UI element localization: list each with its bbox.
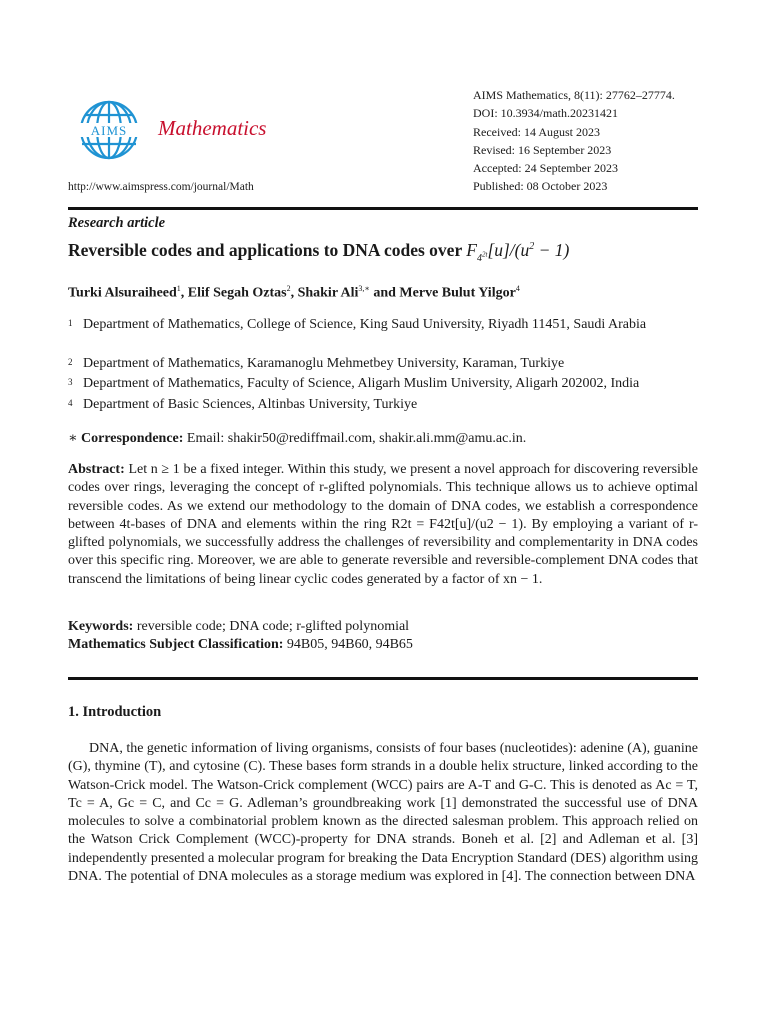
- section-heading: 1. Introduction: [68, 704, 162, 720]
- abstract-label: Abstract:: [68, 462, 125, 477]
- keywords-text: reversible code; DNA code; r-glifted polynomial: [136, 619, 410, 634]
- author-sup: 4: [515, 284, 520, 293]
- author-name: Merve Bulut Yilgor: [399, 285, 516, 301]
- journal-name: Mathematics: [158, 116, 267, 140]
- meta-received: Received: 14 August 2023: [473, 124, 600, 139]
- title-math: $F_{4^{2t}}[u]/(u^2 - 1)$: [466, 240, 570, 264]
- correspondence: [68, 430, 526, 447]
- author-sup: 1: [176, 284, 181, 293]
- msc-text: 94B05, 94B60, 94B65: [286, 637, 413, 653]
- article-type: Research article: [68, 215, 166, 231]
- aims-logo: [77, 98, 141, 162]
- affiliation-text: Department of Basic Sciences, Altinbas University, Turkiye: [83, 397, 418, 412]
- affiliation-text: Department of Mathematics, Faculty of Science, Aligarh Muslim University, Aligarh 202002, India: [83, 376, 640, 391]
- affiliation-number: 4: [68, 398, 73, 408]
- affiliation: [68, 355, 698, 373]
- meta-revised: Revised: 16 September 2023: [473, 142, 612, 157]
- msc-label: Mathematics Subject Classification:: [68, 637, 284, 653]
- correspondence-email[interactable]: Email: shakir50@rediffmail.com, shakir.ali.mm@amu.ac.in.: [186, 431, 527, 446]
- journal-url[interactable]: http://www.aimspress.com/journal/Math: [68, 181, 254, 193]
- introduction-paragraph: DNA, the genetic information of living organisms, consists of four bases (nucleotides): adenine (A), guanine (G), thymine (T), and cytosine (C). These bases form strands in a double helix structure, linked according to the Watson-Crick model. The Watson-Crick complement (WCC) pairs are A-T and G-C. This is denoted as Ac = T, Tc = A, Gc = C, and Cc = G. Adleman’s groundbreaking work [1] demonstrated the successful use of DNA molecules to solve a combinatorial problem known as the directed salesman problem. This approach relied on the Watson Crick Complement (WCC)-property for DNA strands. Boneh et al. [2] and Adleman et al. [3] independently presented a molecular program for breaking the Data Encryption Standard (DES) algorithm using DNA. The potential of DNA molecules as a storage medium was explored in [4]. The connection between DNA: [68, 741, 698, 885]
- keywords-block: [68, 618, 413, 655]
- affiliation-number: 2: [68, 357, 73, 367]
- publication-meta: [473, 86, 675, 196]
- meta-published: Published: 08 October 2023: [473, 179, 608, 194]
- affiliation: [68, 396, 698, 414]
- title-text: Reversible codes and applications to DNA codes over: [68, 240, 462, 260]
- author-sup: 3,∗: [358, 284, 370, 293]
- aims-logo-text: AIMS: [90, 123, 128, 138]
- abstract-text: Let n ≥ 1 be a fixed integer. Within this study, we present a novel approach for discovering reversible codes over rings, leveraging the concept of r-glifted polynomials. This technique allows us to achieve optimal reversible codes. As we extend our methodology to the domain of DNA codes, we establish a correspondence between 4t-bases of DNA and elements within the ring R2t = F42t[u]/(u2 − 1). By employing a variant of r-glifted polynomials, we successfully address the challenges of reversibility and complementarity in DNA codes over this specific ring. Moreover, we are able to generate reversible and reversible-complement DNA codes that transcend the limitations of being linear cyclic codes generated by a factor of xn − 1.: [68, 462, 699, 587]
- affiliation-text: Department of Mathematics, Karamanoglu Mehmetbey University, Karaman, Turkiye: [83, 356, 565, 371]
- affiliation-text: Department of Mathematics, College of Science, King Saud University, Riyadh 11451, Saudi Arabia: [83, 317, 647, 332]
- keywords-label: Keywords:: [68, 619, 134, 634]
- author-name: Turki Alsuraiheed: [68, 285, 177, 301]
- author-list: Turki Alsuraiheed$^1$, Elif Segah Oztas$^2$, Shakir Ali$^{3,∗}$ and Merve Bulut Yilgor$^4$: [68, 284, 520, 301]
- author-sup: 2: [286, 284, 291, 293]
- article-title: [68, 240, 569, 264]
- affiliation: [68, 375, 698, 393]
- abstract: [68, 461, 698, 589]
- meta-citation: AIMS Mathematics, 8(11): 27762–27774.: [473, 88, 675, 102]
- meta-doi[interactable]: DOI: 10.3934/math.20231421: [473, 106, 618, 121]
- affiliation-number: 3: [68, 377, 73, 387]
- header-rule: [68, 207, 698, 210]
- meta-accepted: Accepted: 24 September 2023: [473, 161, 618, 176]
- correspondence-star: ∗: [68, 431, 78, 446]
- affiliation: [68, 316, 698, 334]
- author-name: Shakir Ali: [297, 285, 359, 301]
- author-name: Elif Segah Oztas: [187, 285, 287, 301]
- section-rule: [68, 677, 698, 680]
- affiliation-number: 1: [68, 318, 73, 328]
- correspondence-label: Correspondence:: [81, 431, 184, 446]
